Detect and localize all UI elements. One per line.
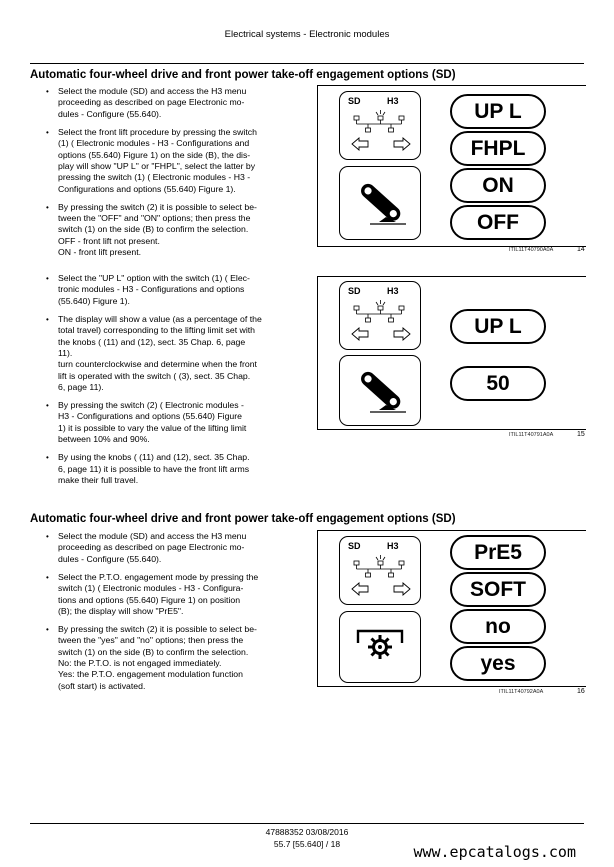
display-option-pill: OFF [450, 205, 546, 240]
section-1-list-a [46, 86, 296, 265]
footer-page-number: 55.7 [55.640] / 18 [273, 839, 341, 849]
figure-15 [317, 276, 586, 430]
list-item: • By pressing the switch (2) ( Electronic modules - H3 - Configurations and options (55.640) Figure 1) it is possible to vary the value of the lifting limit between 10% and 90%. [46, 400, 296, 446]
figure-16 [317, 530, 586, 687]
list-item: • Select the "UP L" option with the switch (1) ( Elec- tronic modules - H3 - Configurations and options (55.640) Figure 1). [46, 273, 296, 307]
list-item: • Select the module (SD) and access the H3 menu proceeding as described on page Electronic mo- dules - Configure (55.640). [46, 531, 296, 565]
section-title-2: Automatic four-wheel drive and front power take-off engagement options (SD) [30, 513, 456, 525]
arrow-left-icon [352, 138, 368, 150]
network-icon [350, 300, 412, 344]
list-item: • By pressing the switch (2) it is possible to select be- tween the "yes" and "no" options; then press the switch (1) on the side (B) to confirm the selection. No: the P.T.O. is not engaged immediately. Yes: the P.T.O. engagement modulation function (soft start) is activated. [46, 624, 296, 692]
top-rule [30, 63, 584, 64]
running-header: Electrical systems - Electronic modules [224, 29, 390, 40]
arrow-right-icon [394, 328, 410, 340]
front-lift-icon [350, 364, 410, 418]
display-option-pill: PrE5 [450, 535, 546, 570]
display-option-pill: UP L [450, 309, 546, 344]
arrow-left-icon [352, 328, 368, 340]
pto-gear-icon [356, 629, 404, 665]
network-icon [350, 555, 412, 599]
display-option-pill: yes [450, 646, 546, 681]
list-item: • By pressing the switch (2) it is possible to select be- tween the "OFF" and "ON" options; then press the switch (1) on the side (B) to confirm the selection. OFF - front lift not present. ON - front lift present. [46, 202, 296, 259]
list-item: • Select the module (SD) and access the H3 menu proceeding as described on page Electronic mo- dules - Configure (55.640). [46, 86, 296, 120]
figure-ref-code: ITIL11T40792A0A [499, 689, 544, 695]
display-panel: SD H3 [339, 91, 421, 160]
display-panel: SD H3 [339, 281, 421, 350]
display-option-pill: no [450, 609, 546, 644]
display-option-pill: SOFT [450, 572, 546, 607]
figure-ref-code: ITIL11T40791A0A [509, 432, 554, 438]
network-icon [350, 110, 412, 154]
list-item: • Select the front lift procedure by pressing the switch (1) ( Electronic modules - H3 - Configurations and options (55.640) Figure 1) on the side (B), the dis- play will show "UP L" or "FHPL", select the latter by pressing the switch (1) ( Electronic modules - H3 - Configurations and options (55.640) Figure 1). [46, 127, 296, 195]
figure-ref-code: ITIL11T40790A0A [509, 247, 554, 253]
arrow-right-icon [394, 583, 410, 595]
list-item: • Select the P.T.O. engagement mode by pressing the switch (1) ( Electronic modules - H3 - Configura- tions and options (55.640) Figure 1) on position (B); the display will show "PrE5". [46, 572, 296, 618]
bottom-rule [30, 823, 584, 824]
arrow-left-icon [352, 583, 368, 595]
lift-panel [339, 355, 421, 426]
pto-panel [339, 611, 421, 683]
display-value-pill: 50 [450, 366, 546, 401]
list-item: • The display will show a value (as a percentage of the total travel) corresponding to the lifting limit set with the knobs ( (11) and (12), sect. 35 Chap. 6, page 11). turn counterclockwise and determine when the front lift is operated with the switch ( (3), sect. 35 Chap. 6, page 11). [46, 314, 296, 394]
list-item: • By using the knobs ( (11) and (12), sect. 35 Chap. 6, page 11) it is possible to have the front lift arms make their full travel. [46, 452, 296, 486]
front-lift-icon [350, 176, 410, 230]
display-panel: SD H3 [339, 536, 421, 605]
display-option-pill: ON [450, 168, 546, 203]
figure-number: 14 [577, 246, 585, 253]
figure-number: 15 [577, 431, 585, 438]
lift-panel [339, 166, 421, 240]
display-option-pill: FHPL [450, 131, 546, 166]
watermark-link[interactable]: www.epcatalogs.com [413, 843, 576, 861]
figure-14 [317, 85, 586, 247]
section-2-list [46, 531, 296, 699]
display-option-pill: UP L [450, 94, 546, 129]
section-title-1: Automatic four-wheel drive and front power take-off engagement options (SD) [30, 69, 456, 81]
figure-number: 16 [577, 688, 585, 695]
section-1-list-b [46, 273, 296, 493]
arrow-right-icon [394, 138, 410, 150]
footer-doc-id: 47888352 03/08/2016 [265, 827, 349, 837]
